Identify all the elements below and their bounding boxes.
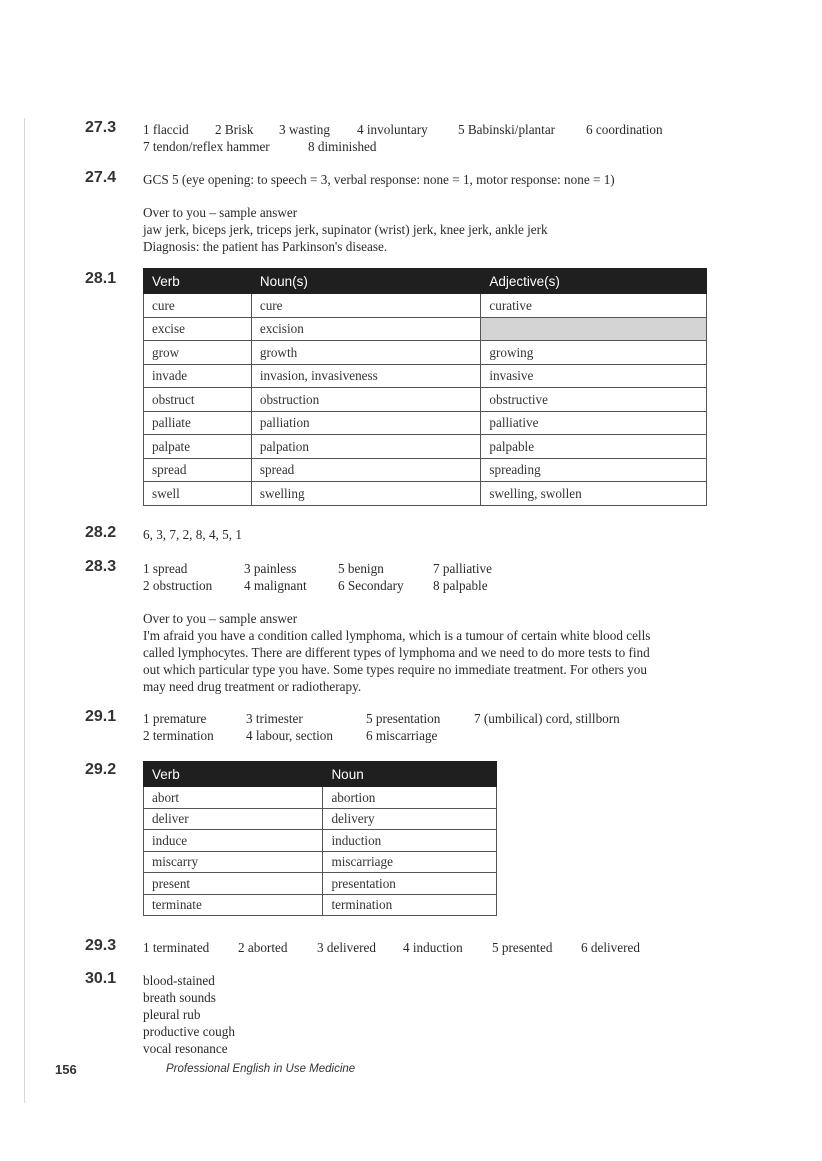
table-row: [144, 482, 707, 506]
list-item: pleural rub: [143, 1007, 201, 1022]
sample-answer-line: may need drug treatment or radiotherapy.: [143, 679, 362, 694]
answer: 3 wasting: [279, 122, 330, 137]
section-number: 28.3: [85, 558, 117, 575]
table-row: [144, 830, 497, 852]
table-row: [144, 894, 497, 916]
table-row: [144, 787, 497, 809]
section-number: 29.1: [85, 708, 117, 725]
answer: 2 obstruction: [143, 578, 213, 593]
answer: 5 benign: [338, 561, 384, 576]
table-cell: cure: [144, 294, 252, 318]
table-header-row: [144, 269, 707, 294]
table-cell: invasive: [481, 364, 707, 388]
table-cell: induce: [144, 830, 323, 852]
table-row: [144, 873, 497, 895]
table-row: [144, 294, 707, 318]
over-to-you-heading: Over to you – sample answer: [143, 611, 298, 626]
table-cell: grow: [144, 341, 252, 365]
answer: 4 labour, section: [246, 728, 333, 743]
column-header: Noun(s): [251, 269, 481, 294]
table-row: [144, 341, 707, 365]
table-row: [144, 364, 707, 388]
table-cell: present: [144, 873, 323, 895]
answer: 2 Brisk: [215, 122, 254, 137]
answer: 1 flaccid: [143, 122, 189, 137]
table-cell: termination: [323, 894, 497, 916]
answer-row: [143, 939, 743, 956]
list-item: productive cough: [143, 1024, 235, 1039]
list-item: vocal resonance: [143, 1041, 228, 1056]
column-header: Verb: [144, 762, 323, 787]
answer-row: [143, 727, 743, 744]
answer: 4 involuntary: [357, 122, 428, 137]
table-cell: delivery: [323, 808, 497, 830]
table-cell: spread: [251, 458, 481, 482]
answer-row: [143, 121, 743, 138]
table-cell: invasion, invasiveness: [251, 364, 481, 388]
table-row: [144, 411, 707, 435]
table-cell: swelling: [251, 482, 481, 506]
answer: 3 painless: [244, 561, 297, 576]
table-row: [144, 388, 707, 412]
section-number: 28.2: [85, 524, 117, 541]
answer: 5 presentation: [366, 711, 441, 726]
table-cell: abort: [144, 787, 323, 809]
table-cell: cure: [251, 294, 481, 318]
sample-answer-line: Diagnosis: the patient has Parkinson's disease.: [143, 239, 388, 254]
answer: 6 coordination: [586, 122, 663, 137]
table-cell: palliate: [144, 411, 252, 435]
table-row: [144, 851, 497, 873]
table-cell: excision: [251, 317, 481, 341]
answer-row: [143, 138, 743, 155]
answer-line: 6, 3, 7, 2, 8, 4, 5, 1: [143, 527, 242, 542]
list-item: breath sounds: [143, 990, 216, 1005]
table-cell: palliation: [251, 411, 481, 435]
table-cell: palpation: [251, 435, 481, 459]
table-row: [144, 435, 707, 459]
word-forms-table: [143, 268, 707, 506]
answer: 3 trimester: [246, 711, 303, 726]
answer: 6 delivered: [581, 940, 640, 955]
answer: 7 palliative: [433, 561, 492, 576]
answer: 7 (umbilical) cord, stillborn: [474, 711, 620, 726]
table-cell: invade: [144, 364, 252, 388]
table-cell: miscarry: [144, 851, 323, 873]
answer: 1 spread: [143, 561, 188, 576]
table-cell: growth: [251, 341, 481, 365]
table-cell: palpable: [481, 435, 707, 459]
margin-rule: [24, 118, 25, 1103]
table-cell: deliver: [144, 808, 323, 830]
table-row: [144, 317, 707, 341]
answer: 2 aborted: [238, 940, 288, 955]
answer-row: [143, 710, 743, 727]
table-cell: presentation: [323, 873, 497, 895]
answer: 6 miscarriage: [366, 728, 438, 743]
table-cell: obstruct: [144, 388, 252, 412]
sample-answer-line: out which particular type you have. Some types require no immediate treatment. For others you: [143, 662, 647, 677]
over-to-you-heading: Over to you – sample answer: [143, 205, 298, 220]
answer: 7 tendon/reflex hammer: [143, 139, 270, 154]
table-cell: curative: [481, 294, 707, 318]
answer: 3 delivered: [317, 940, 376, 955]
sample-answer-line: I'm afraid you have a condition called lymphoma, which is a tumour of certain white blood cells: [143, 628, 651, 643]
table-cell: swell: [144, 482, 252, 506]
book-title: Professional English in Use Medicine: [166, 1063, 356, 1075]
section-number: 29.3: [85, 937, 117, 954]
section-number: 27.3: [85, 119, 117, 136]
table-cell-shaded: [481, 317, 707, 341]
column-header: Noun: [323, 762, 497, 787]
table-cell: obstruction: [251, 388, 481, 412]
column-header: Adjective(s): [481, 269, 707, 294]
answer: 1 premature: [143, 711, 207, 726]
answer: 2 termination: [143, 728, 214, 743]
verb-noun-table: [143, 761, 497, 916]
list-item: blood-stained: [143, 973, 215, 988]
answer: 5 presented: [492, 940, 553, 955]
table-cell: palpate: [144, 435, 252, 459]
sample-answer-line: jaw jerk, biceps jerk, triceps jerk, supinator (wrist) jerk, knee jerk, ankle jerk: [143, 222, 548, 237]
table-cell: miscarriage: [323, 851, 497, 873]
sample-answer-line: called lymphocytes. There are different types of lymphoma and we need to do more tests to find: [143, 645, 650, 660]
table-row: [144, 458, 707, 482]
table-cell: swelling, swollen: [481, 482, 707, 506]
answer-row: [143, 577, 743, 594]
table-cell: induction: [323, 830, 497, 852]
table-cell: terminate: [144, 894, 323, 916]
table-cell: spread: [144, 458, 252, 482]
column-header: Verb: [144, 269, 252, 294]
table-cell: excise: [144, 317, 252, 341]
page-number: 156: [55, 1062, 77, 1077]
answer-row: [143, 560, 743, 577]
table-cell: spreading: [481, 458, 707, 482]
answer: 5 Babinski/plantar: [458, 122, 556, 137]
section-number: 29.2: [85, 761, 117, 778]
section-number: 28.1: [85, 270, 117, 287]
table-cell: abortion: [323, 787, 497, 809]
table-header-row: [144, 762, 497, 787]
section-number: 30.1: [85, 970, 117, 987]
answer: 4 induction: [403, 940, 463, 955]
answer: 6 Secondary: [338, 578, 404, 593]
answer: 8 palpable: [433, 578, 488, 593]
table-cell: obstructive: [481, 388, 707, 412]
table-row: [144, 808, 497, 830]
section-number: 27.4: [85, 169, 117, 186]
table-cell: palliative: [481, 411, 707, 435]
answer: 4 malignant: [244, 578, 307, 593]
answer-line: GCS 5 (eye opening: to speech = 3, verbal response: none = 1, motor response: none = 1): [143, 172, 615, 187]
answer: 8 diminished: [308, 139, 377, 154]
table-cell: growing: [481, 341, 707, 365]
answer: 1 terminated: [143, 940, 210, 955]
